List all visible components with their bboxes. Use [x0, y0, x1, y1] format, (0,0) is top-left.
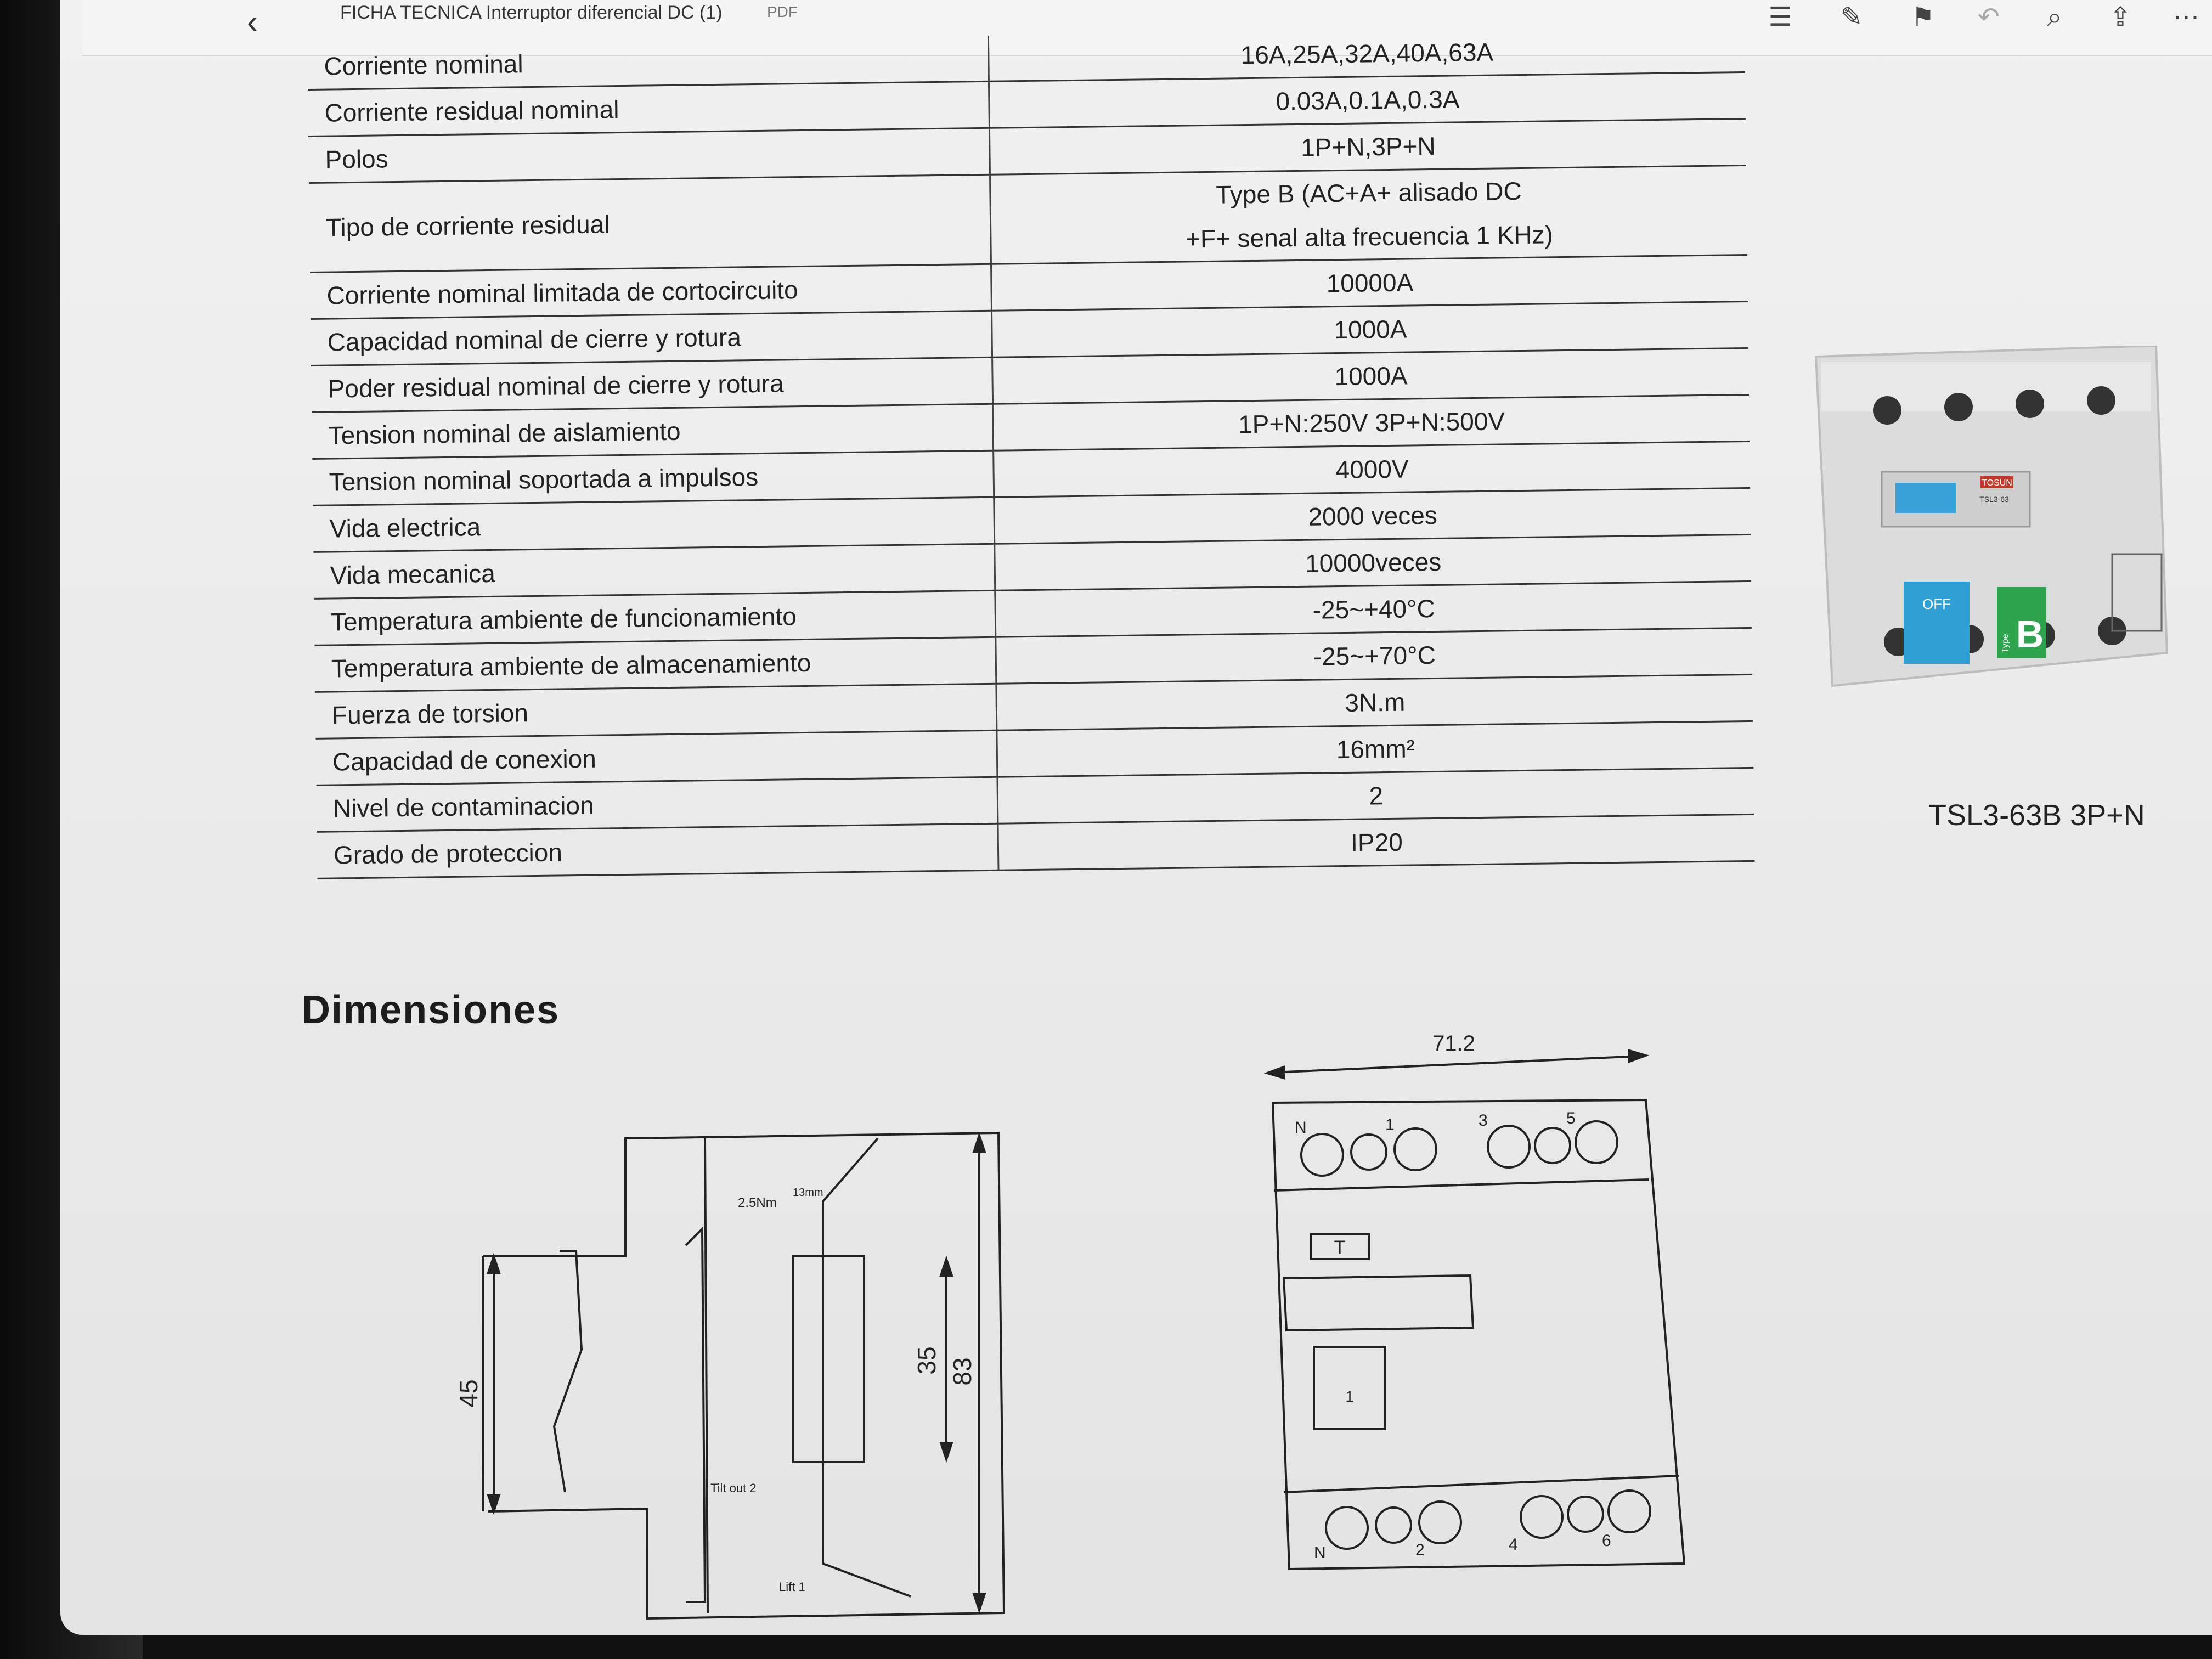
table-row	[309, 165, 1747, 272]
undo-icon[interactable]: ↶	[1977, 3, 2000, 32]
spec-value: -25~+70°C	[996, 628, 1752, 684]
spec-label: Corriente residual nominal	[308, 81, 989, 136]
lift-label: Lift 1	[779, 1580, 805, 1594]
brand-badge: TOSUN	[1982, 478, 2012, 488]
spec-label: Capacidad de conexion	[315, 730, 997, 785]
type-b-letter: B	[2016, 613, 2044, 656]
spec-value: 4000V	[994, 441, 1750, 497]
spec-label: Fuerza de torsion	[315, 684, 996, 738]
spec-value: 1P+N,3P+N	[989, 119, 1746, 174]
spec-value-line: Type B (AC+A+ alisado DC	[1215, 176, 1522, 209]
table-of-contents-icon[interactable]: ☰	[1768, 3, 1792, 32]
spec-value: 1000A	[992, 348, 1749, 404]
spec-label: Vida mecanica	[313, 544, 995, 599]
test-button-label[interactable]: T	[1334, 1237, 1346, 1258]
spec-label: Temperatura ambiente de funcionamiento	[314, 590, 995, 645]
spec-value: 0.03A,0.1A,0.3A	[989, 72, 1745, 128]
spec-label: Nivel de contaminacion	[317, 777, 998, 832]
search-icon[interactable]: ⌕	[2047, 3, 2062, 32]
spec-value-line: +F+ senal alta frecuencia 1 KHz)	[1185, 220, 1554, 253]
front-view-drawing	[1262, 1031, 1712, 1646]
terminal-bottom-n: N	[1314, 1544, 1326, 1562]
dim-35-label: 35	[912, 1346, 941, 1375]
terminal-bottom-6: 6	[1602, 1532, 1611, 1550]
spec-label: Temperatura ambiente de almacenamiento	[314, 637, 996, 692]
spec-value: 1000A	[992, 301, 1748, 357]
spec-value: IP20	[998, 814, 1754, 870]
spec-label: Vida electrica	[313, 497, 994, 552]
strip-length-label: 13mm	[793, 1187, 823, 1199]
spec-value: 2	[997, 768, 1754, 823]
document-kind: PDF	[767, 3, 798, 20]
spec-label: Polos	[308, 128, 990, 183]
spec-label: Tension nominal de aislamiento	[312, 404, 993, 459]
spec-label: Corriente nominal	[307, 36, 989, 90]
terminal-top-1: 1	[1385, 1116, 1395, 1134]
type-word: Type	[2001, 634, 2010, 653]
torque-label: 2.5Nm	[738, 1195, 777, 1210]
terminal-bottom-4: 4	[1509, 1536, 1518, 1554]
spec-value: 10000A	[991, 255, 1747, 311]
spec-label: Poder residual nominal de cierre y rotura	[311, 357, 992, 412]
spec-label: Capacidad nominal de cierre y rotura	[311, 311, 992, 365]
dim-45-label: 45	[454, 1379, 483, 1408]
product-model-label: TSL3-63B 3P+N	[1928, 799, 2145, 832]
indicator-label: 1	[1345, 1388, 1354, 1405]
annotate-icon[interactable]: ✎	[1840, 3, 1863, 32]
tilt-out-label: Tilt out 2	[710, 1481, 757, 1495]
spec-value: -25~+40°C	[995, 581, 1752, 637]
terminal-top-n: N	[1295, 1119, 1307, 1137]
document-title: FICHA TECNICA Interruptor diferencial DC (1)	[340, 2, 723, 23]
back-chevron-icon[interactable]: ‹	[247, 3, 258, 40]
spec-value: 10000veces	[995, 534, 1751, 590]
dim-83-label: 83	[948, 1357, 977, 1386]
spec-table	[307, 26, 1754, 879]
side-view-drawing	[439, 1108, 1042, 1657]
product-photo	[1805, 346, 2189, 730]
spec-value: 16A,25A,32A,40A,63A	[988, 26, 1745, 81]
spec-value: 1P+N:250V 3P+N:500V	[993, 394, 1750, 450]
spec-label: Corriente nominal limitada de cortocircuito	[310, 264, 991, 319]
share-icon[interactable]: ⇪	[2109, 3, 2132, 32]
bookmark-icon[interactable]: ⚑	[1911, 3, 1935, 32]
switch-off-label: OFF	[1922, 596, 1951, 612]
spec-label: Tipo de corriente residual	[309, 174, 991, 272]
terminal-top-3: 3	[1479, 1111, 1488, 1130]
spec-value: 16mm²	[997, 721, 1753, 777]
more-icon[interactable]: ⋯	[2173, 3, 2199, 32]
spec-value: 2000 veces	[994, 488, 1751, 544]
spec-value: 3N.m	[996, 674, 1753, 730]
dimensions-heading: Dimensiones	[302, 988, 560, 1032]
device-model-text: TSL3-63	[1979, 495, 2009, 504]
spec-label: Grado de proteccion	[317, 823, 998, 878]
dim-width-label: 71.2	[1432, 1031, 1475, 1056]
terminal-bottom-2: 2	[1415, 1541, 1425, 1559]
terminal-top-5: 5	[1566, 1109, 1576, 1127]
spec-label: Tension nominal soportada a impulsos	[312, 450, 994, 505]
spec-value	[990, 165, 1747, 264]
